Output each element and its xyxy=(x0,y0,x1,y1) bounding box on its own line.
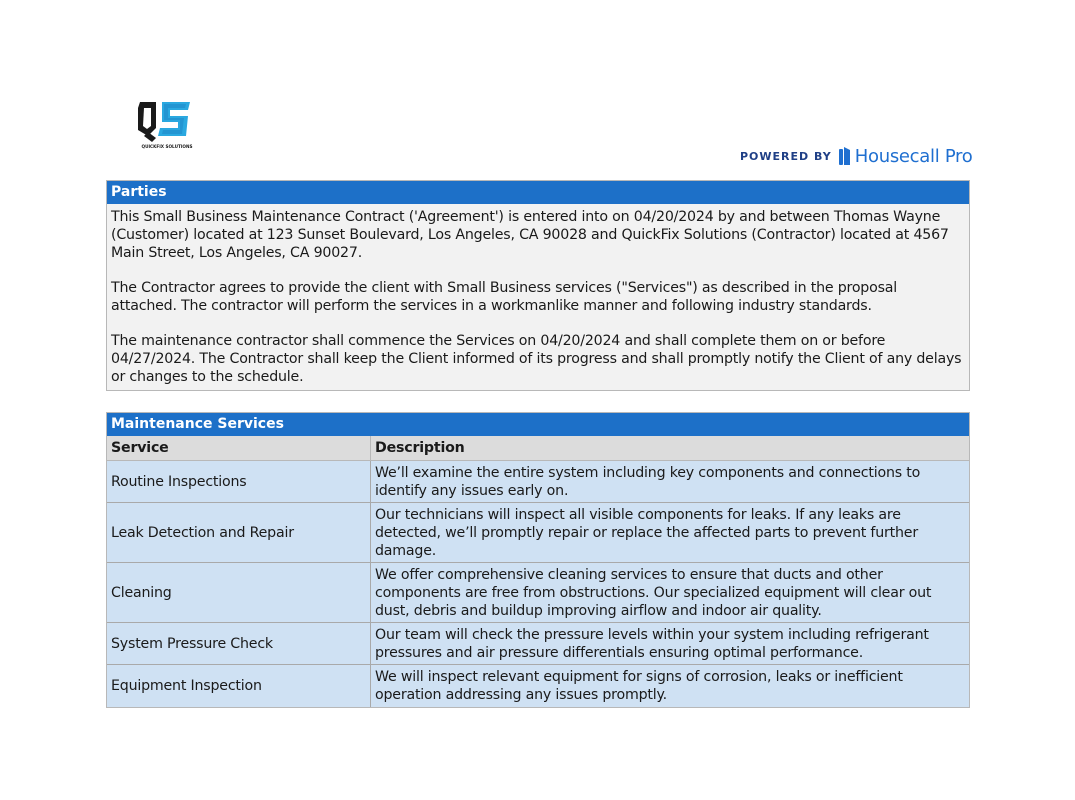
table-row xyxy=(107,623,969,665)
description-cell: We will inspect relevant equipment for signs of corrosion, leaks or inefficient operation addressing any issues promptly. xyxy=(371,665,970,707)
table-row xyxy=(107,665,969,707)
service-cell: Routine Inspections xyxy=(107,461,371,503)
parties-paragraph: The maintenance contractor shall commence the Services on 04/20/2024 and shall complete them on or before 04/27/2024. The Contractor shall keep the Client informed of its progress and shall promptly notify the Client of any delays or changes to the schedule. xyxy=(111,333,962,385)
parties-section xyxy=(106,180,970,391)
service-cell: Leak Detection and Repair xyxy=(107,503,371,563)
service-cell: System Pressure Check xyxy=(107,623,371,665)
parties-paragraph: This Small Business Maintenance Contract ('Agreement') is entered into on 04/20/2024 by and between Thomas Wayne (Customer) located at 123 Sunset Boulevard, Los Angeles, CA 90028 and QuickFix Solutions (Contractor) located at 4567 Main Street, Los Angeles, CA 90027. xyxy=(111,209,949,261)
parties-title: Parties xyxy=(107,181,969,204)
table-row xyxy=(107,461,969,503)
description-cell: Our team will check the pressure levels within your system including refrigerant pressures and air pressure differentials ensuring optimal performance. xyxy=(371,623,970,665)
column-header-service: Service xyxy=(107,436,371,461)
services-table xyxy=(107,436,969,707)
maintenance-services-section xyxy=(106,412,970,708)
table-header-row xyxy=(107,436,969,461)
description-cell: We offer comprehensive cleaning services to ensure that ducts and other components are free from obstructions. Our specialized equipment will clear out dust, debris and buildup improving airflow and indoor air quality. xyxy=(371,563,970,623)
service-cell: Equipment Inspection xyxy=(107,665,371,707)
logo-caption: QUICKFIX SOLUTIONS xyxy=(141,144,193,149)
housecall-pro-icon xyxy=(839,147,851,165)
table-row xyxy=(107,503,969,563)
company-logo xyxy=(134,98,200,152)
table-row xyxy=(107,563,969,623)
services-title: Maintenance Services xyxy=(107,413,969,436)
parties-paragraph: The Contractor agrees to provide the client with Small Business services ("Services") as described in the proposal attached. The contractor will perform the services in a workmanlike manner and following industry standards. xyxy=(111,280,898,314)
description-cell: We’ll examine the entire system including key components and connections to identify any issues early on. xyxy=(371,461,970,503)
powered-by-badge xyxy=(740,144,972,168)
parties-body xyxy=(107,204,969,390)
powered-by-label: POWERED BY xyxy=(740,149,832,163)
description-cell: Our technicians will inspect all visible components for leaks. If any leaks are detected, we’ll promptly repair or replace the affected parts to prevent further damage. xyxy=(371,503,970,563)
column-header-description: Description xyxy=(371,436,970,461)
housecall-pro-brand: Housecall Pro xyxy=(854,145,973,167)
service-cell: Cleaning xyxy=(107,563,371,623)
